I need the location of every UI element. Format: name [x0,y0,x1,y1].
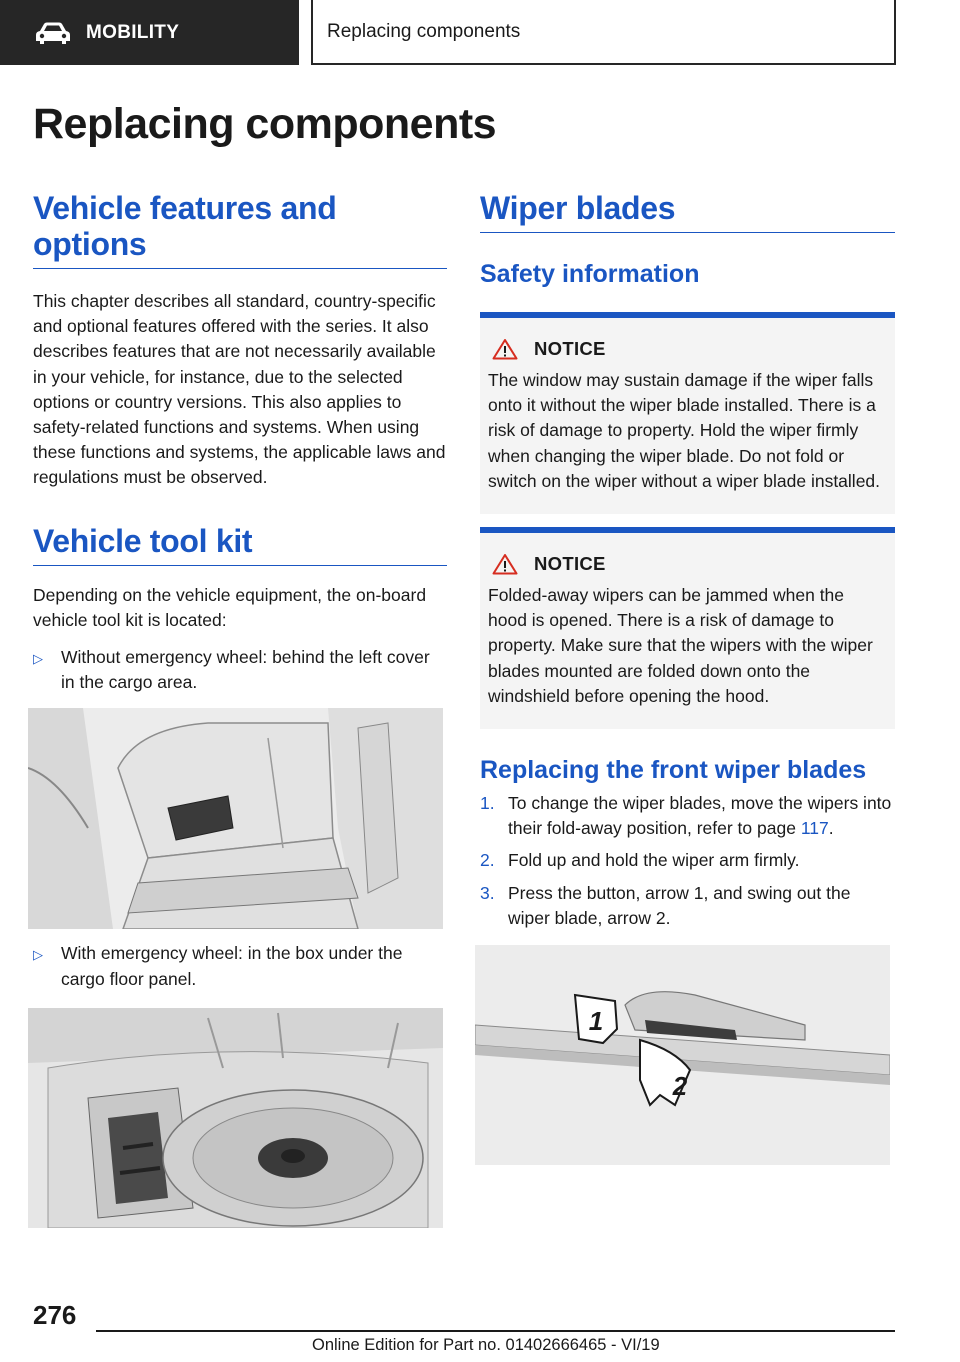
step-text: Fold up and hold the wiper arm firmly. [508,850,800,871]
notice-text: Folded-away wipers can be jammed when the hood is opened. There is a risk of damage to property. Make sure that the wipers with the wiper blades mounted are folded down onto the windshield before opening the hood. [488,585,873,706]
page-title: Replacing components [33,100,497,148]
notice-box [480,312,895,514]
notice-box [480,527,895,729]
footer-divider [96,1330,895,1332]
list-item [480,881,895,931]
arrow-label-1: 1 [588,1006,604,1037]
vehicle-features-body: This chapter describes all standard, country-specific and optional features offered with the series. It also describes features that are not necessarily available in your vehicle, for instance, due to the selected options or country versions. This also applies to safety-related functions and systems. When using these functions and systems, the applicable laws and regulations must be observed. [33,291,446,488]
notice-text: The window may sustain damage if the wiper falls onto it without the wiper blade installed. There is a risk of damage to property. Hold the wiper firmly when changing the wiper blade. Do not fold or switch on the wiper without a wiper blade installed. [488,370,881,491]
page-number: 276 [33,1300,77,1330]
arrow-label-2: 2 [672,1071,688,1102]
heading-replacing-front-wiper-blades: Replacing the front wiper blades [480,756,867,785]
spare-wheel-box-image [28,1008,443,1228]
heading-vehicle-features: Vehicle features and options [33,190,447,269]
left-column [33,190,447,1228]
bullet-triangle-icon: ▷ [33,651,43,667]
bullet-triangle-icon: ▷ [33,947,43,963]
spare-wheel-illustration [28,1008,443,1228]
list-item-text: Without emergency wheel: behind the left cover in the cargo area. [61,647,430,693]
heading-safety-information: Safety information [480,260,700,288]
cargo-area-illustration [28,708,443,929]
step-text: Press the button, arrow 1, and swing out the wiper blade, arrow 2. [508,882,851,928]
step-number: 1. [480,793,495,814]
page-link[interactable]: 117 [800,818,829,839]
right-column [480,190,895,1165]
list-item [480,791,895,841]
warning-triangle-icon [492,338,518,360]
list-item [33,941,447,991]
step-number: 2. [480,850,495,871]
step-text: To change the wiper blades, move the wipers into their fold-away position, refer to page 117. [508,793,892,839]
list-item-text: With emergency wheel: in the box under the cargo floor panel. [61,943,403,989]
wiper-blade-illustration [475,945,890,1165]
notice-label: NOTICE [534,338,606,359]
header-breadcrumb [311,0,896,65]
breadcrumb-label: Replacing components [327,20,521,42]
heading-wiper-blades: Wiper blades [480,190,895,233]
notice-header [488,553,887,575]
cargo-area-image [28,708,443,929]
list-item [480,848,895,873]
car-icon [34,21,72,45]
wiper-blade-image [475,945,890,1165]
header-section-tab [0,0,299,65]
list-item [33,645,447,695]
step-number: 3. [480,882,495,903]
heading-vehicle-tool-kit: Vehicle tool kit [33,523,447,566]
warning-triangle-icon [492,553,518,575]
header-section-label: MOBILITY [86,21,180,43]
tool-kit-intro: Depending on the vehicle equipment, the on-board vehicle tool kit is located: [33,584,427,630]
edition-info: Online Edition for Part no. 01402666465 - VI/19 [312,1336,660,1354]
notice-header [488,338,887,360]
notice-label: NOTICE [534,553,606,575]
